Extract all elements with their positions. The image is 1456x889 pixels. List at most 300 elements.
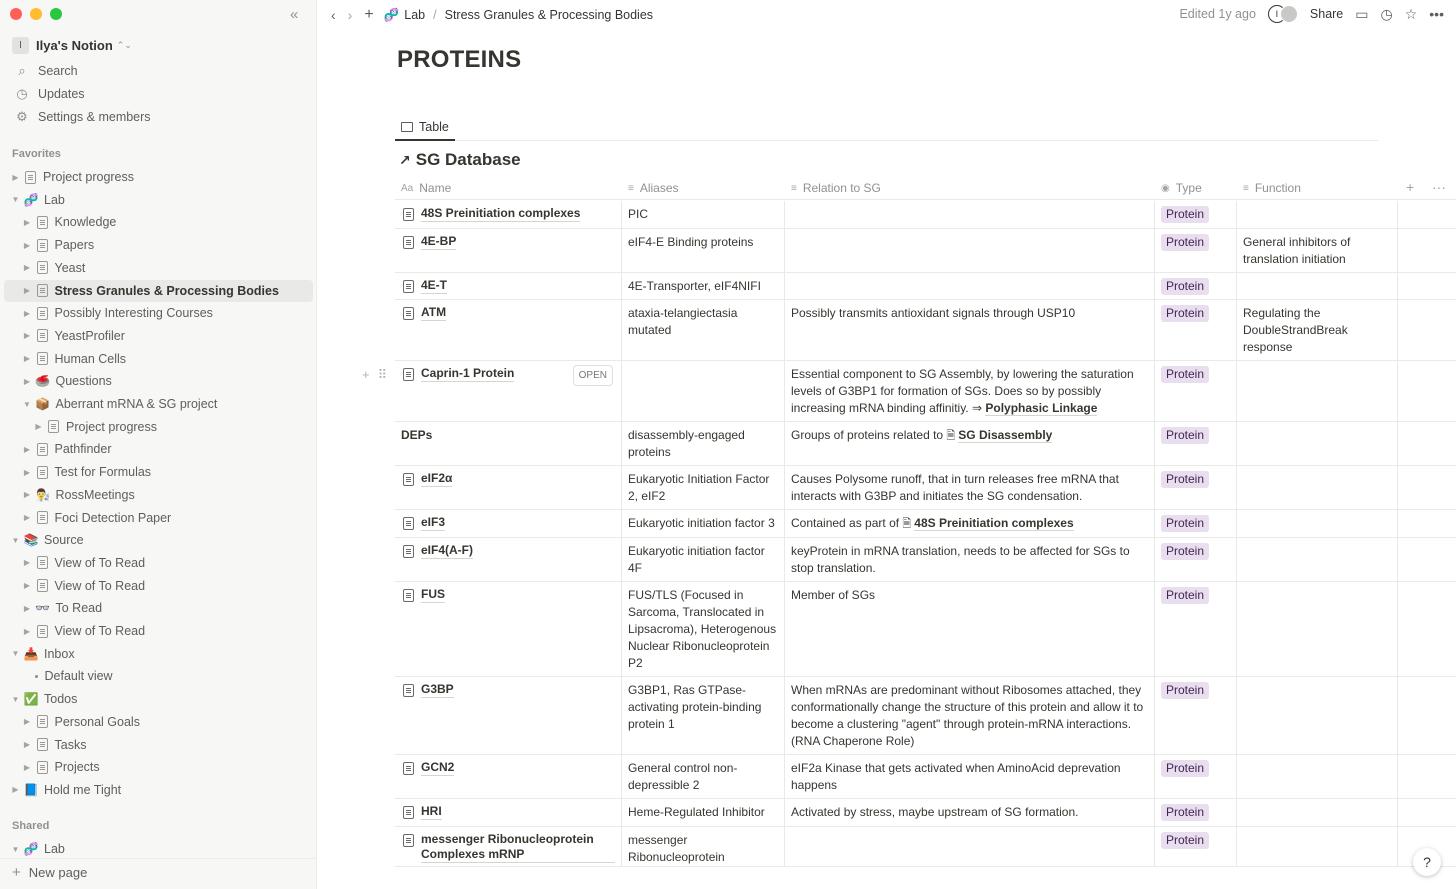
sidebar-item-hold-me-tight[interactable] <box>0 779 317 801</box>
column-type-icon: Aa <box>401 182 414 194</box>
cell-function[interactable] <box>1237 361 1398 421</box>
page-icon <box>403 208 414 221</box>
sidebar <box>0 0 317 889</box>
cell-type[interactable] <box>1155 273 1237 299</box>
column-header-label: Aliases <box>639 181 679 195</box>
sidebar-item-papers[interactable] <box>0 234 317 256</box>
comments-icon[interactable]: ▭ <box>1355 5 1369 22</box>
cell-function[interactable] <box>1237 799 1398 826</box>
row-handles <box>362 367 387 383</box>
cell-function[interactable] <box>1237 582 1398 676</box>
page-icon <box>37 715 48 728</box>
row-title <box>401 471 615 487</box>
sidebar-item-default-view[interactable] <box>0 665 317 687</box>
column-header-label: Type <box>1175 181 1202 195</box>
sidebar-item-tasks[interactable] <box>0 734 317 756</box>
page-icon <box>403 806 414 819</box>
column-header-type[interactable] <box>1155 176 1237 200</box>
chevron-right-icon[interactable]: ▶ <box>23 308 31 318</box>
table-row[interactable] <box>395 466 1456 510</box>
new-page-label: New page <box>28 865 88 880</box>
cell-name[interactable] <box>395 755 622 798</box>
row-title-text[interactable]: eIF3 <box>421 515 446 529</box>
breadcrumb <box>384 8 653 23</box>
cell-empty <box>1398 300 1456 360</box>
tab-table[interactable] <box>395 114 455 141</box>
cell-aliases[interactable]: PIC <box>622 201 785 228</box>
add-row-icon[interactable]: + <box>362 367 370 382</box>
sidebar-item-todos[interactable] <box>0 688 317 710</box>
table-row[interactable] <box>395 510 1456 538</box>
row-title-text[interactable]: messenger Ribonucleoprotein Complexes mRNP <box>421 832 615 863</box>
chevron-right-icon[interactable]: ▶ <box>23 331 31 341</box>
sidebar-item-rossmeetings[interactable] <box>0 484 317 506</box>
cell-aliases[interactable]: General control non-depressible 2 <box>622 755 785 798</box>
new-page-button[interactable] <box>0 858 317 886</box>
row-title-text[interactable]: DEPs <box>401 428 433 442</box>
chevron-right-icon[interactable]: ▶ <box>23 444 31 454</box>
sidebar-item-knowledge[interactable] <box>0 211 317 233</box>
page-icon <box>403 307 414 320</box>
relation-text: Contained as part of <box>791 516 903 530</box>
star-icon[interactable]: ☆ <box>1404 5 1418 22</box>
cell-type[interactable] <box>1155 466 1237 509</box>
row-title <box>401 804 615 820</box>
cell-type[interactable] <box>1155 538 1237 581</box>
database-title[interactable] <box>399 150 521 170</box>
sidebar-item-yeast[interactable] <box>0 257 317 279</box>
chevron-right-icon[interactable]: ▶ <box>23 286 31 295</box>
cell-function[interactable] <box>1237 538 1398 581</box>
cell-empty <box>1398 361 1456 421</box>
page-icon <box>25 171 36 184</box>
cell-aliases[interactable]: Heme-Regulated Inhibitor <box>622 799 785 826</box>
cell-name[interactable] <box>395 538 622 581</box>
relation-link[interactable]: 48S Preinitiation complexes <box>914 516 1074 530</box>
cell-type[interactable] <box>1155 510 1237 537</box>
relation-text: Activated by stress, maybe upstream of SG formation. <box>791 805 1079 819</box>
sidebar-item-label: Human Cells <box>54 351 127 366</box>
chevron-right-icon[interactable]: ▶ <box>23 240 31 250</box>
page-icon <box>37 511 48 524</box>
cell-name[interactable] <box>395 510 622 537</box>
table-row[interactable] <box>395 361 1456 422</box>
sidebar-item-label: Questions <box>55 374 112 389</box>
chevron-right-icon[interactable]: ▶ <box>23 717 31 727</box>
zoom-window-button[interactable] <box>50 8 62 20</box>
sidebar-item-view-of-to-read[interactable] <box>0 620 317 642</box>
close-window-button[interactable] <box>10 8 22 20</box>
breadcrumb-current-page[interactable]: Stress Granules & Processing Bodies <box>444 8 654 22</box>
sidebar-item-questions[interactable] <box>0 370 317 392</box>
sidebar-item-label: Lab <box>44 192 65 207</box>
cell-relation[interactable] <box>785 422 1155 465</box>
column-header-label: Function <box>1254 181 1301 195</box>
emoji-icon: 🧬 <box>23 842 39 856</box>
sidebar-item-label: Lab <box>44 842 65 856</box>
cell-type[interactable] <box>1155 799 1237 826</box>
table-row[interactable] <box>395 422 1456 466</box>
sidebar-item-yeastprofiler[interactable] <box>0 325 317 347</box>
sidebar-item-stress-granules-processing-bodies[interactable] <box>4 280 313 302</box>
chevron-right-icon[interactable]: ▶ <box>23 376 31 386</box>
chevron-right-icon[interactable]: ▶ <box>12 172 19 182</box>
dna-icon: 🧬 <box>383 7 400 22</box>
sidebar-item-possibly-interesting-courses[interactable] <box>0 302 317 324</box>
cell-name[interactable] <box>395 229 622 272</box>
cell-relation[interactable] <box>785 677 1155 754</box>
column-header-label: Relation to SG <box>802 181 881 195</box>
cell-function[interactable] <box>1237 201 1398 228</box>
edited-timestamp: Edited 1y ago <box>1179 7 1256 21</box>
table-row[interactable] <box>395 538 1456 582</box>
cell-function[interactable] <box>1237 510 1398 537</box>
relation-link[interactable]: SG Disassembly <box>958 428 1053 442</box>
page-title: PROTEINS <box>397 46 522 73</box>
sidebar-item-pathfinder[interactable] <box>0 438 317 460</box>
cell-function[interactable]: General inhibitors of translation initiation <box>1237 229 1398 272</box>
cell-type[interactable] <box>1155 677 1237 754</box>
sidebar-item-to-read[interactable] <box>0 597 317 619</box>
column-type-icon: ≡ <box>628 182 634 194</box>
chevron-right-icon[interactable]: ▶ <box>23 490 31 500</box>
type-tag: Protein <box>1161 278 1209 295</box>
chevron-right-icon[interactable]: ▶ <box>35 422 42 432</box>
row-title <box>401 206 615 222</box>
chevron-right-icon[interactable]: ▶ <box>23 263 31 273</box>
workspace-avatar: I <box>12 37 29 54</box>
sidebar-nav-label: Updates <box>38 87 85 101</box>
sidebar-item-view-of-to-read[interactable] <box>0 575 317 597</box>
row-title-text[interactable]: Caprin-1 Protein <box>421 366 515 380</box>
shared-label: Shared <box>12 820 50 832</box>
chevron-right-icon[interactable]: ▶ <box>23 626 31 636</box>
plus-icon: + <box>12 864 21 881</box>
more-options-icon[interactable]: ••• <box>1429 6 1444 22</box>
row-title-text[interactable]: ATM <box>421 305 447 319</box>
type-tag: Protein <box>1161 587 1209 604</box>
cell-empty <box>1398 582 1456 676</box>
gear-icon: ⚙ <box>16 109 28 124</box>
breadcrumb-lab[interactable]: Lab <box>404 8 426 22</box>
page-icon <box>37 443 48 456</box>
page-icon <box>403 762 414 775</box>
cell-aliases[interactable]: eIF4-E Binding proteins <box>622 229 785 272</box>
chevron-down-icon[interactable]: ▼ <box>11 844 20 854</box>
relation-text: When mRNAs are predominant without Ribosomes attached, they conformationally change the structure of this protein and allow it to become a clustering "agent" through protein-mRNA interactions. (RNA Chaperone Role) <box>791 683 1144 748</box>
sidebar-item-label: View of To Read <box>54 578 146 593</box>
cell-function[interactable] <box>1237 677 1398 754</box>
sidebar-item-human-cells[interactable] <box>0 348 317 370</box>
sidebar-item-source[interactable] <box>0 529 317 551</box>
drag-handle-icon[interactable]: ⠿ <box>377 367 388 382</box>
column-type-icon: ≡ <box>791 182 797 194</box>
cell-function[interactable] <box>1237 466 1398 509</box>
cell-aliases[interactable]: FUS/TLS (Focused in Sarcoma, Translocated in Lipsacroma), Heterogenous Nuclear Ribonucleoprotein P2 <box>622 582 785 676</box>
sidebar-nav-updates[interactable] <box>0 83 317 105</box>
sidebar-item-project-progress[interactable] <box>0 166 317 188</box>
chevron-right-icon[interactable]: ▶ <box>23 740 31 749</box>
chevron-right-icon[interactable]: ▶ <box>12 785 19 795</box>
relation-text: Causes Polysome runoff, that in turn releases free mRNA that interacts with G3BP and initiates the SG condensation. <box>791 472 1119 503</box>
table-row[interactable] <box>395 827 1456 867</box>
chevron-right-icon[interactable]: ▶ <box>23 217 31 227</box>
table-row[interactable] <box>395 755 1456 799</box>
type-tag: Protein <box>1161 832 1209 849</box>
page-icon <box>403 517 414 530</box>
linked-page-icon: 🗎 <box>946 430 956 442</box>
table-row[interactable] <box>395 229 1456 273</box>
cell-relation[interactable] <box>785 361 1155 421</box>
emoji-icon: 📥 <box>23 646 39 661</box>
page-icon <box>37 761 48 774</box>
cell-aliases[interactable]: disassembly-engaged proteins <box>622 422 785 465</box>
cell-aliases[interactable]: G3BP1, Ras GTPase-activating protein-binding protein 1 <box>622 677 785 754</box>
cell-relation[interactable] <box>785 799 1155 826</box>
row-title <box>401 682 615 698</box>
more-options-icon[interactable]: ··· <box>1432 179 1446 195</box>
row-title <box>401 427 615 444</box>
plus-icon[interactable]: + <box>364 6 374 23</box>
emoji-icon: 🥌 <box>35 374 50 389</box>
row-title-text[interactable]: eIF2α <box>421 471 453 485</box>
cell-relation[interactable] <box>785 582 1155 676</box>
type-tag: Protein <box>1161 206 1209 223</box>
sidebar-item-projects[interactable] <box>0 756 317 778</box>
sidebar-nav-label: Settings & members <box>38 110 151 124</box>
search-icon: ⌕ <box>18 63 26 78</box>
type-tag: Protein <box>1161 427 1209 444</box>
sidebar-item-inbox[interactable] <box>0 643 317 665</box>
relation-text: Groups of proteins related to <box>791 428 947 442</box>
column-header-name[interactable] <box>395 176 622 200</box>
cell-name[interactable] <box>395 273 622 299</box>
cell-aliases[interactable]: Eukaryotic initiation factor 3 <box>622 510 785 537</box>
chevron-down-icon[interactable]: ▼ <box>11 535 20 545</box>
cell-relation[interactable] <box>785 300 1155 360</box>
cell-type[interactable] <box>1155 755 1237 798</box>
chevron-right-icon[interactable]: ▶ <box>23 581 31 591</box>
row-title <box>401 278 615 294</box>
sidebar-shared-item[interactable] <box>0 838 317 860</box>
cell-relation[interactable] <box>785 466 1155 509</box>
page-icon <box>37 216 48 229</box>
emoji-icon: 🧬 <box>23 192 39 207</box>
cell-aliases[interactable]: ataxia-telangiectasia mutated <box>622 300 785 360</box>
sidebar-item-label: Personal Goals <box>54 714 140 729</box>
sidebar-item-personal-goals[interactable] <box>0 711 317 733</box>
cell-empty <box>1398 677 1456 754</box>
cell-aliases[interactable]: Eukaryotic Initiation Factor 2, eIF2 <box>622 466 785 509</box>
cell-relation[interactable] <box>785 827 1155 866</box>
sidebar-item-label: Knowledge <box>54 215 117 230</box>
chevron-down-icon[interactable]: ▼ <box>11 649 20 659</box>
table-row[interactable] <box>395 300 1456 361</box>
table-row[interactable] <box>395 273 1456 300</box>
sidebar-item-project-progress[interactable] <box>0 416 317 438</box>
cell-empty <box>1398 422 1456 465</box>
sidebar-item-lab[interactable] <box>0 189 317 211</box>
sidebar-item-label: Foci Detection Paper <box>54 510 172 525</box>
page-icon <box>403 368 414 381</box>
cell-type[interactable] <box>1155 361 1237 421</box>
cell-relation[interactable] <box>785 229 1155 272</box>
relation-text: keyProtein in mRNA translation, needs to be affected for SGs to stop translation. <box>791 544 1130 575</box>
cell-relation[interactable] <box>785 755 1155 798</box>
cell-relation[interactable] <box>785 201 1155 228</box>
page-icon <box>403 236 414 249</box>
cell-type[interactable] <box>1155 229 1237 272</box>
sidebar-item-test-for-formulas[interactable] <box>0 461 317 483</box>
topbar <box>317 0 1456 30</box>
chevron-down-icon[interactable]: ▼ <box>11 694 20 704</box>
table-icon <box>401 122 413 132</box>
page-icon <box>403 834 414 847</box>
relation-link[interactable]: Polyphasic Linkage <box>985 401 1098 415</box>
column-header-function[interactable] <box>1237 176 1398 200</box>
cell-empty <box>1398 229 1456 272</box>
cell-function[interactable] <box>1237 827 1398 866</box>
sidebar-item-label: Project progress <box>43 170 135 184</box>
cell-name[interactable] <box>395 422 622 465</box>
table-row[interactable] <box>395 582 1456 677</box>
page-icon <box>37 307 48 320</box>
sidebar-item-label: Possibly Interesting Courses <box>54 306 213 321</box>
chevron-right-icon[interactable]: ▶ <box>23 467 31 477</box>
cell-type[interactable] <box>1155 827 1237 866</box>
table-row[interactable] <box>395 677 1456 755</box>
row-title-text[interactable]: 4E-T <box>421 278 448 292</box>
type-tag: Protein <box>1161 543 1209 560</box>
sidebar-item-label: Yeast <box>54 260 86 275</box>
column-type-icon: ≡ <box>1243 182 1249 194</box>
cell-name[interactable] <box>395 677 622 754</box>
cell-function[interactable] <box>1237 422 1398 465</box>
cell-aliases[interactable] <box>622 361 785 421</box>
cell-type[interactable] <box>1155 300 1237 360</box>
page-icon <box>37 352 48 365</box>
favorites-label: Favorites <box>12 148 61 160</box>
chevron-right-icon[interactable]: ▶ <box>23 354 31 364</box>
cell-name[interactable] <box>395 799 622 826</box>
row-title-text[interactable]: eIF4(A-F) <box>421 543 473 557</box>
emoji-icon: 📘 <box>23 782 39 797</box>
cell-name[interactable] <box>395 361 622 421</box>
row-title-text[interactable]: 48S Preinitiation complexes <box>421 206 581 220</box>
cell-type[interactable] <box>1155 422 1237 465</box>
page-icon <box>37 466 48 479</box>
open-row-button[interactable]: OPEN <box>573 365 613 386</box>
forward-arrow-icon[interactable]: › <box>347 7 353 23</box>
cell-name[interactable] <box>395 582 622 676</box>
window-controls <box>10 8 62 20</box>
cell-relation[interactable] <box>785 273 1155 299</box>
cell-aliases[interactable]: Eukaryotic initiation factor 4F <box>622 538 785 581</box>
row-title-text[interactable]: FUS <box>421 587 445 601</box>
collaborator-avatars[interactable] <box>1268 5 1298 23</box>
minimize-window-button[interactable] <box>30 8 42 20</box>
sidebar-item-aberrant-mrna-sg-project[interactable] <box>0 393 317 415</box>
sidebar-item-label: Project progress <box>66 419 158 434</box>
cell-type[interactable] <box>1155 582 1237 676</box>
history-icon[interactable]: ◷ <box>1380 5 1393 22</box>
page-icon <box>37 556 48 569</box>
type-tag: Protein <box>1161 305 1209 322</box>
sidebar-item-label: To Read <box>55 601 103 616</box>
table-row[interactable] <box>395 799 1456 827</box>
cell-empty <box>1398 510 1456 537</box>
back-arrow-icon[interactable]: ‹ <box>331 7 336 23</box>
chevron-right-icon[interactable]: ▶ <box>23 558 31 568</box>
chevron-right-icon[interactable]: ▶ <box>23 762 31 772</box>
emoji-icon: 👓 <box>35 601 50 616</box>
sidebar-item-label: YeastProfiler <box>54 328 125 343</box>
view-tabs <box>395 114 1378 141</box>
sidebar-item-label: View of To Read <box>54 555 146 570</box>
cell-function[interactable] <box>1237 273 1398 299</box>
cell-name[interactable] <box>395 466 622 509</box>
chevron-down-icon[interactable]: ▼ <box>23 399 31 409</box>
add-column-icon[interactable]: + <box>1406 179 1415 195</box>
table-row[interactable] <box>395 201 1456 229</box>
row-title-text[interactable]: 4E-BP <box>421 234 457 248</box>
sidebar-item-view-of-to-read[interactable] <box>0 552 317 574</box>
cell-relation[interactable] <box>785 510 1155 537</box>
row-title-text[interactable]: G3BP <box>421 682 454 696</box>
collapse-sidebar-icon[interactable]: « <box>290 6 299 23</box>
column-header-relation-to-sg[interactable] <box>785 176 1155 200</box>
chevron-right-icon[interactable]: ▶ <box>23 513 31 522</box>
page-icon <box>37 329 48 342</box>
database-table <box>395 176 1456 864</box>
breadcrumb-separator: / <box>433 8 437 22</box>
bullet-icon <box>35 675 38 678</box>
cell-name[interactable] <box>395 300 622 360</box>
workspace-switcher[interactable] <box>12 36 132 54</box>
type-tag: Protein <box>1161 471 1209 488</box>
sidebar-nav-settings[interactable] <box>0 106 317 128</box>
cell-type[interactable] <box>1155 201 1237 228</box>
column-header-aliases[interactable] <box>622 176 785 200</box>
cell-name[interactable] <box>395 827 622 866</box>
chevron-down-icon[interactable]: ▼ <box>11 195 20 205</box>
row-title-text[interactable]: HRI <box>421 804 442 818</box>
sidebar-nav-search[interactable] <box>0 60 317 82</box>
cell-name[interactable] <box>395 201 622 228</box>
row-title-text[interactable]: GCN2 <box>421 760 455 774</box>
cell-empty <box>1398 538 1456 581</box>
sidebar-item-label: Papers <box>54 238 95 253</box>
row-title <box>401 234 615 250</box>
page-icon <box>403 280 414 293</box>
cell-aliases[interactable]: messenger Ribonucleoprotein <box>622 827 785 866</box>
chevron-right-icon[interactable]: ▶ <box>23 603 31 613</box>
column-header-label: Name <box>419 181 452 195</box>
cell-relation[interactable] <box>785 538 1155 581</box>
sidebar-item-foci-detection-paper[interactable] <box>0 507 317 529</box>
cell-empty <box>1398 466 1456 509</box>
cell-aliases[interactable]: 4E-Transporter, eIF4NIFI <box>622 273 785 299</box>
type-tag: Protein <box>1161 366 1209 383</box>
share-button[interactable]: Share <box>1309 7 1344 21</box>
cell-function[interactable] <box>1237 755 1398 798</box>
emoji-icon: 📚 <box>23 533 39 548</box>
sidebar-item-label: Aberrant mRNA & SG project <box>55 397 218 411</box>
help-button[interactable]: ? <box>1413 848 1441 876</box>
sidebar-item-label: Inbox <box>44 646 75 661</box>
type-tag: Protein <box>1161 682 1209 699</box>
cell-function[interactable]: Regulating the DoubleStrandBreak response <box>1237 300 1398 360</box>
